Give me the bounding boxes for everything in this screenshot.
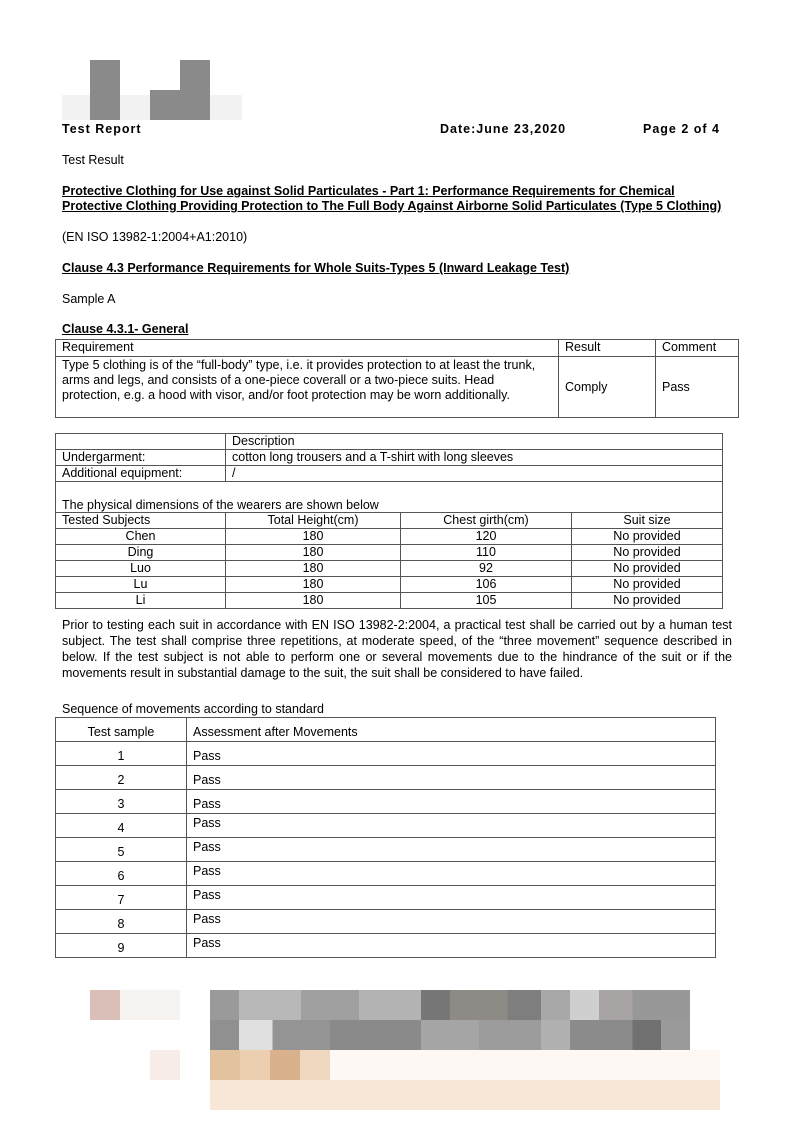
- table-row: [56, 886, 716, 910]
- assessment-result: Pass: [187, 862, 716, 886]
- sample-number: 1: [56, 742, 187, 766]
- assessment-result: Pass: [187, 910, 716, 934]
- undergarment-label: Undergarment:: [56, 450, 226, 466]
- subject-height: 180: [226, 529, 401, 545]
- sample-number: 6: [56, 862, 187, 886]
- table-row: [56, 545, 723, 561]
- requirement-result: Comply: [559, 357, 656, 418]
- table-row: [56, 561, 723, 577]
- sample-number: 5: [56, 838, 187, 862]
- wearer-table: [55, 433, 723, 609]
- assessment-result: Pass: [187, 742, 716, 766]
- table-row: [56, 838, 716, 862]
- sample-label: Sample A: [62, 292, 116, 306]
- subject-suit-size: No provided: [572, 545, 723, 561]
- col-total-height: Total Height(cm): [226, 513, 401, 529]
- table-row: [56, 862, 716, 886]
- standard-title: Protective Clothing for Use against Solid Particulates - Part 1: Performance Requirements for Chemical Protective Clothing Providing Protection to The Full Body Against Airborne Solid Particulates (Type 5 Clothing): [62, 184, 722, 213]
- table-row: [56, 529, 723, 545]
- sample-number: 4: [56, 814, 187, 838]
- col-suit-size: Suit size: [572, 513, 723, 529]
- assessment-result: Pass: [187, 814, 716, 838]
- table-row: [56, 742, 716, 766]
- table-row: [56, 910, 716, 934]
- subject-suit-size: No provided: [572, 561, 723, 577]
- table-row: [56, 766, 716, 790]
- assessment-result: Pass: [187, 934, 716, 958]
- movements-table: [55, 717, 716, 958]
- section-label: Test Result: [62, 153, 124, 167]
- subject-name: Lu: [56, 577, 226, 593]
- requirement-table: [55, 339, 739, 418]
- sub-clause-heading: Clause 4.3.1- General: [62, 322, 189, 336]
- subject-height: 180: [226, 577, 401, 593]
- subject-chest: 110: [401, 545, 572, 561]
- assessment-result: Pass: [187, 790, 716, 814]
- assessment-result: Pass: [187, 766, 716, 790]
- subject-chest: 105: [401, 593, 572, 609]
- header-result: Result: [559, 340, 656, 357]
- subject-name: Luo: [56, 561, 226, 577]
- header-requirement: Requirement: [56, 340, 559, 357]
- assessment-result: Pass: [187, 838, 716, 862]
- subject-name: Chen: [56, 529, 226, 545]
- subject-suit-size: No provided: [572, 577, 723, 593]
- description-header: Description: [226, 434, 723, 450]
- subject-suit-size: No provided: [572, 593, 723, 609]
- col-tested-subjects: Tested Subjects: [56, 513, 226, 529]
- subject-chest: 106: [401, 577, 572, 593]
- clause-heading: Clause 4.3 Performance Requirements for Whole Suits-Types 5 (Inward Leakage Test): [62, 261, 570, 275]
- subject-chest: 120: [401, 529, 572, 545]
- subject-suit-size: No provided: [572, 529, 723, 545]
- dimensions-note: The physical dimensions of the wearers are shown below: [56, 482, 723, 513]
- report-date: Date:June 23,2020: [440, 122, 567, 136]
- header-comment: Comment: [656, 340, 739, 357]
- sample-number: 2: [56, 766, 187, 790]
- table-row: [56, 577, 723, 593]
- movements-caption: Sequence of movements according to standard: [62, 702, 324, 716]
- sample-number: 7: [56, 886, 187, 910]
- standard-reference: (EN ISO 13982-1:2004+A1:2010): [62, 230, 248, 244]
- requirement-text: Type 5 clothing is of the “full-body” type, i.e. it provides protection to at least the trunk, arms and legs, and consists of a one-piece coverall or a two-piece suits. Head protection, e.g. a hood with visor, and/or foot protection may be worn additionally.: [56, 357, 559, 418]
- subject-height: 180: [226, 561, 401, 577]
- header-test-sample: Test sample: [56, 718, 187, 742]
- page-number: Page 2 of 4: [643, 122, 720, 136]
- equipment-label: Additional equipment:: [56, 466, 226, 482]
- sample-number: 8: [56, 910, 187, 934]
- report-title: Test Report: [62, 122, 142, 136]
- table-row: [56, 790, 716, 814]
- col-chest-girth: Chest girth(cm): [401, 513, 572, 529]
- procedure-paragraph: Prior to testing each suit in accordance with EN ISO 13982-2:2004, a practical test shall be carried out by a human test subject. The test shall comprise three repetitions, at moderate speed, of the “three movement” sequence described in below. If the test subject is not able to perform one or several movements due to the hindrance of the suit or if the movements result in substantial damage to the suit, the suit shall be considered to have failed.: [62, 618, 732, 680]
- assessment-result: Pass: [187, 886, 716, 910]
- equipment-value: /: [226, 466, 723, 482]
- requirement-comment: Pass: [656, 357, 739, 418]
- subject-name: Li: [56, 593, 226, 609]
- undergarment-value: cotton long trousers and a T-shirt with long sleeves: [226, 450, 723, 466]
- table-row: [56, 934, 716, 958]
- sample-number: 3: [56, 790, 187, 814]
- subject-name: Ding: [56, 545, 226, 561]
- header-assessment: Assessment after Movements: [187, 718, 716, 742]
- subject-chest: 92: [401, 561, 572, 577]
- table-row: [56, 814, 716, 838]
- table-row: [56, 593, 723, 609]
- subject-height: 180: [226, 545, 401, 561]
- subject-height: 180: [226, 593, 401, 609]
- sample-number: 9: [56, 934, 187, 958]
